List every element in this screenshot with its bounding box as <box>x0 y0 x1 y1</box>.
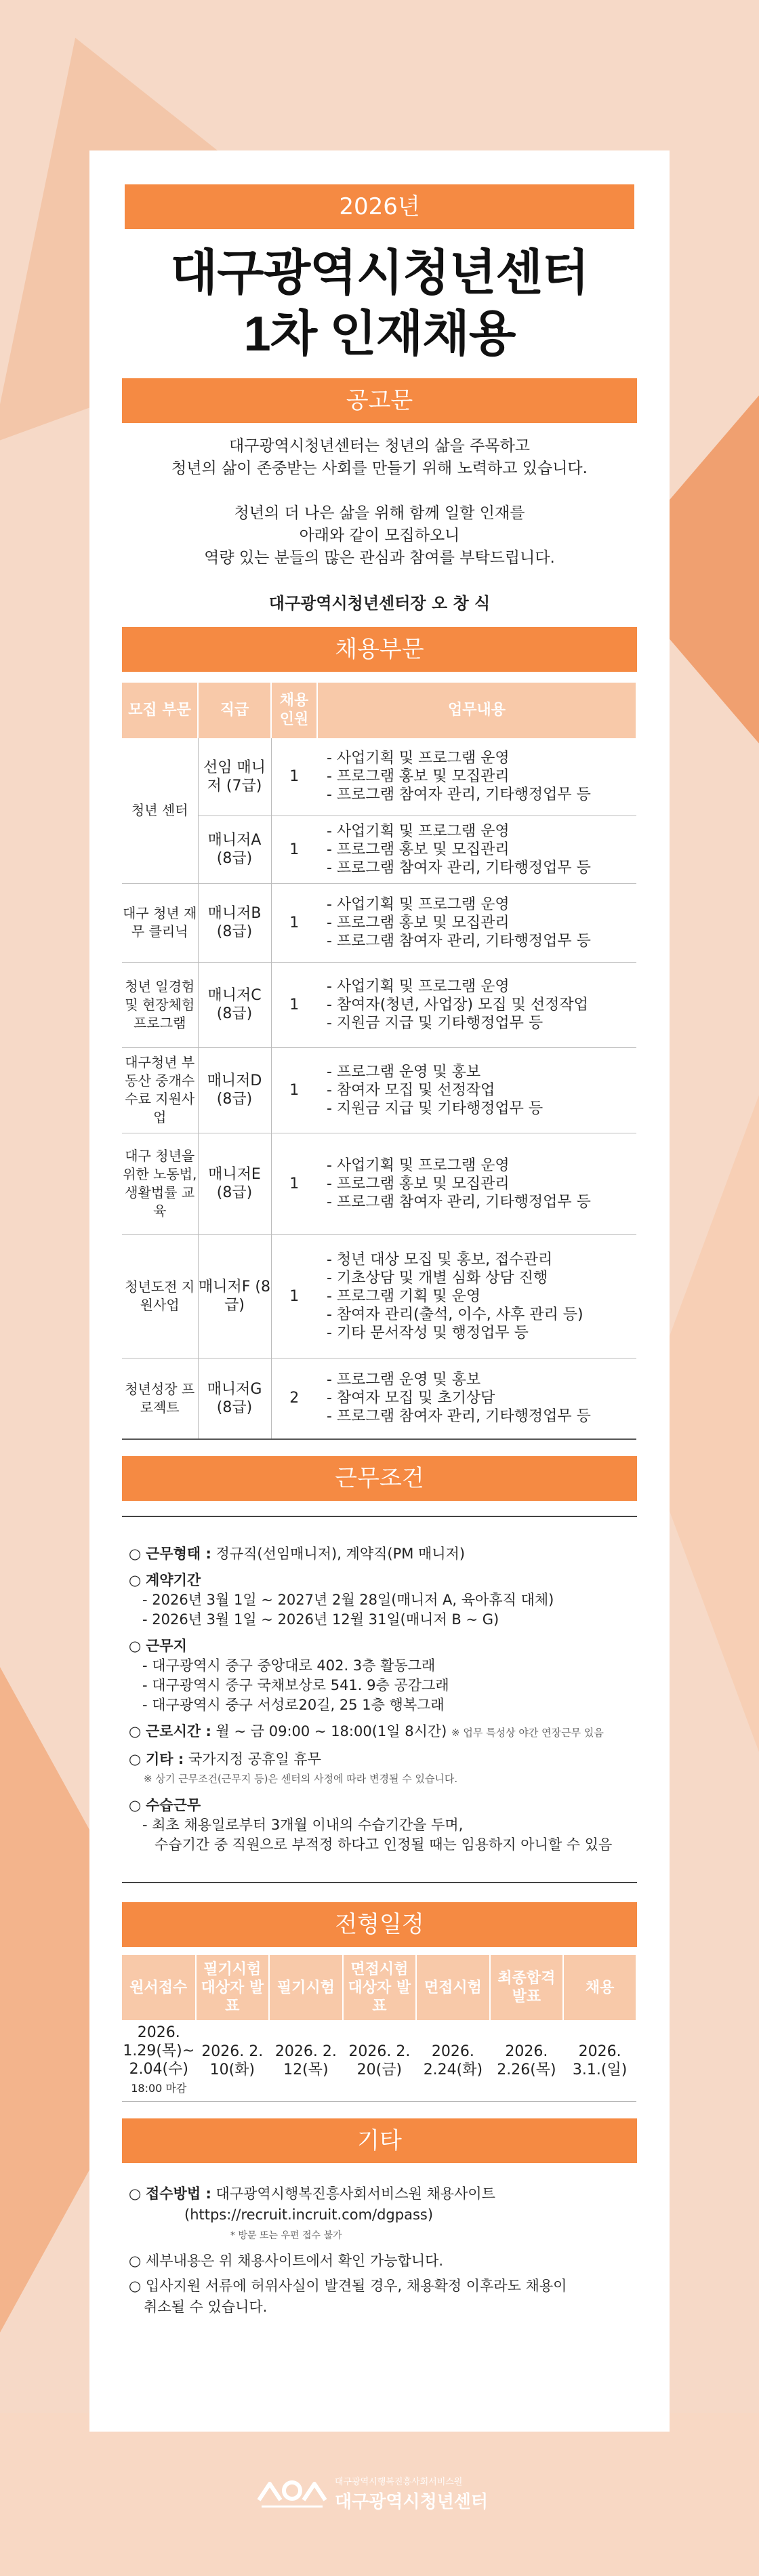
footer-logo <box>255 2470 526 2514</box>
duty-line: - 프로그램 참여자 관리, 기타행정업무 등 <box>327 786 591 804</box>
job-duties <box>317 1358 636 1439</box>
job-duties <box>317 962 636 1047</box>
job-duties <box>317 816 636 883</box>
schedule-table <box>122 1955 637 2102</box>
duty-line: - 프로그램 운영 및 홍보 <box>327 1371 481 1389</box>
year-banner: 2026년 <box>125 184 634 229</box>
etc-apply: ○ 접수방법 : 대구광역시행복진흥사회서비스원 채용사이트 (https://recruit.incruit.com/dgpass) * 방문 또는 우편 접수 불가 <box>129 2183 630 2247</box>
center-logo-icon <box>255 2473 329 2511</box>
footer-org-name: 대구광역시청년센터 <box>335 2492 489 2512</box>
signer: 대구광역시청년센터장 오 창 식 <box>268 594 491 613</box>
duty-line: - 참여자 모집 및 초기상담 <box>327 1390 495 1407</box>
table-header: 채용 <box>563 1955 636 2020</box>
job-count: 1 <box>271 1047 317 1133</box>
table-header: 업무내용 <box>317 683 636 738</box>
job-rank: 매니저D (8급) <box>198 1047 271 1133</box>
duty-line: - 지원금 지급 및 기타행정업무 등 <box>327 1014 543 1032</box>
table-cell: 2026. 2.26(목) <box>490 2020 564 2101</box>
table-header: 면접시험 <box>416 1955 490 2020</box>
duty-line: - 프로그램 홍보 및 모집관리 <box>327 841 510 858</box>
table-row <box>122 1047 636 1133</box>
duty-line: - 프로그램 참여자 관리, 기타행정업무 등 <box>327 1193 591 1211</box>
table-header: 최종합격 발표 <box>490 1955 564 2020</box>
job-duties <box>317 883 636 962</box>
duty-line: - 청년 대상 모집 및 홍보, 접수관리 <box>327 1251 553 1268</box>
job-dept: 대구청년 부동산 중개수수료 지원사업 <box>122 1047 198 1133</box>
table-header: 원서접수 <box>122 1955 196 2020</box>
intro-text: 대구광역시청년센터는 청년의 삶을 주목하고 청년의 삶이 존중받는 사회를 만들기 위해 노력하고 있습니다. 청년의 더 나은 삶을 위해 함께 일할 인재를 아래와 같이 모집하오니 역량 있는 분들의 많은 관심과 참여를 부탁드립니다. <box>171 437 588 567</box>
table-header: 면접시험 대상자 발표 <box>343 1955 417 2020</box>
job-count: 2 <box>271 1358 317 1439</box>
table-row <box>122 1234 636 1358</box>
job-duties <box>317 1047 636 1133</box>
duty-line: - 프로그램 홍보 및 모집관리 <box>327 768 510 786</box>
section-header-schedule: 전형일정 <box>122 1902 637 1947</box>
job-count: 1 <box>271 962 317 1047</box>
section-header-etc: 기타 <box>122 2118 637 2163</box>
table-row <box>122 883 636 962</box>
table-row <box>122 2020 636 2101</box>
duty-line: - 참여자(청년, 사업장) 모집 및 선정작업 <box>327 996 588 1013</box>
condition-location: ○ 근무지 - 대구광역시 중구 중앙대로 402. 3층 활동그래 - 대구광역시 중구 국채보상로 541. 9층 공감그래 - 대구광역시 중구 서성로20길, 25 1층 행복그래 <box>129 1638 449 1713</box>
job-dept: 대구 청년 재무 클리닉 <box>122 883 198 962</box>
duty-line: - 프로그램 참여자 관리, 기타행정업무 등 <box>327 859 591 877</box>
duty-line: - 프로그램 홍보 및 모집관리 <box>327 1175 510 1192</box>
duty-line: - 기타 문서작성 및 행정업무 등 <box>327 1324 529 1342</box>
job-rank: 매니저C (8급) <box>198 962 271 1047</box>
duty-line: - 사업기획 및 프로그램 운영 <box>327 895 510 913</box>
duty-line: - 프로그램 기획 및 운영 <box>327 1287 481 1305</box>
job-rank: 매니저G (8급) <box>198 1358 271 1439</box>
apply-url[interactable]: (https://recruit.incruit.com/dgpass) <box>184 2206 434 2223</box>
footer-org-small: 대구광역시행복진흥사회서비스원 <box>335 2477 463 2487</box>
table-row <box>122 816 636 883</box>
job-dept: 청년 일경험 및 현장체험 프로그램 <box>122 962 198 1047</box>
job-rank: 매니저E (8급) <box>198 1133 271 1234</box>
duty-line: - 프로그램 참여자 관리, 기타행정업무 등 <box>327 1408 591 1426</box>
job-rank: 매니저A (8급) <box>198 816 271 883</box>
section-header-notice: 공고문 <box>122 378 637 423</box>
condition-contract: ○ 계약기간 - 2026년 3월 1일 ~ 2027년 2월 28일(매니저 A, 육아휴직 대체) - 2026년 3월 1일 ~ 2026년 12월 31일(매니저 B ~ G) <box>129 1572 554 1628</box>
job-dept: 청년성장 프로젝트 <box>122 1358 198 1439</box>
job-duties <box>317 1234 636 1358</box>
condition-probation: ○ 수습근무 - 최초 채용일로부터 3개월 이내의 수습기간을 두며, 수습기간 중 직원으로 부적정 하다고 인정될 때는 임용하지 아니할 수 있음 <box>129 1797 613 1853</box>
duty-line: - 지원금 지급 및 기타행정업무 등 <box>327 1100 543 1117</box>
etc-detail: ○ 세부내용은 위 채용사이트에서 확인 가능합니다. <box>129 2252 444 2269</box>
table-cell: 2026. 2. 10(화) <box>196 2020 270 2101</box>
table-row <box>122 1133 636 1234</box>
table-row <box>122 738 636 816</box>
job-rank: 매니저F (8급) <box>198 1234 271 1358</box>
job-count: 1 <box>271 1133 317 1234</box>
table-header: 채용 인원 <box>271 683 317 738</box>
job-table <box>122 683 637 1440</box>
job-dept: 청년도전 지원사업 <box>122 1234 198 1358</box>
section-header-jobs: 채용부문 <box>122 627 637 672</box>
duty-line: - 프로그램 홍보 및 모집관리 <box>327 914 510 931</box>
section-header-conditions: 근무조건 <box>122 1456 637 1501</box>
table-header: 직급 <box>198 683 271 738</box>
notice-paper <box>89 150 670 2432</box>
duty-line: - 프로그램 운영 및 홍보 <box>327 1063 481 1081</box>
table-header: 필기시험 <box>269 1955 343 2020</box>
etc-false-info: ○ 입사지원 서류에 허위사실이 발견될 경우, 채용확정 이후라도 채용이 취소될 수 있습니다. <box>129 2277 567 2315</box>
table-cell: 2026. 1.29(목)~ 2.04(수) 18:00 마감 <box>122 2020 196 2101</box>
duty-line: - 사업기획 및 프로그램 운영 <box>327 1156 510 1174</box>
job-duties <box>317 1133 636 1234</box>
duty-line: - 사업기획 및 프로그램 운영 <box>327 978 510 995</box>
job-rank: 선임 매니저 (7급) <box>198 738 271 816</box>
duty-line: - 사업기획 및 프로그램 운영 <box>327 822 510 840</box>
job-dept: 대구 청년을 위한 노동법, 생활법률 교육 <box>122 1133 198 1234</box>
table-cell: 2026. 2.24(화) <box>416 2020 490 2101</box>
duty-line: - 사업기획 및 프로그램 운영 <box>327 750 510 767</box>
table-cell: 2026. 3.1.(일) <box>563 2020 636 2101</box>
divider <box>122 1882 637 1883</box>
table-row <box>122 1358 636 1439</box>
job-count: 1 <box>271 883 317 962</box>
job-dept: 청년 센터 <box>122 738 198 883</box>
duty-line: - 참여자 관리(출석, 이수, 사후 관리 등) <box>327 1306 583 1323</box>
duty-line: - 기초상담 및 개별 심화 상담 진행 <box>327 1269 548 1287</box>
table-header: 필기시험 대상자 발표 <box>196 1955 270 2020</box>
table-cell: 2026. 2. 20(금) <box>343 2020 417 2101</box>
table-header: 모집 부문 <box>122 683 198 738</box>
condition-employment: ○ 근무형태 : 정규직(선임매니저), 계약직(PM 매니저) <box>129 1546 466 1562</box>
job-count: 1 <box>271 816 317 883</box>
job-count: 1 <box>271 738 317 816</box>
job-count: 1 <box>271 1234 317 1358</box>
table-row <box>122 962 636 1047</box>
condition-etc: ○ 기타 : 국가지정 공휴일 휴무 ※ 상기 근무조건(근무지 등)은 센터의 사정에 따라 변경될 수 있습니다. <box>129 1751 458 1785</box>
table-cell: 2026. 2. 12(목) <box>269 2020 343 2101</box>
job-duties <box>317 738 636 816</box>
job-rank: 매니저B (8급) <box>198 883 271 962</box>
duty-line: - 프로그램 참여자 관리, 기타행정업무 등 <box>327 932 591 950</box>
page-title: 대구광역시청년센터 1차 인재채용 <box>170 246 589 361</box>
conditions-block <box>122 1517 637 1882</box>
duty-line: - 참여자 모집 및 선정작업 <box>327 1081 495 1099</box>
condition-hours: ○ 근로시간 : 월 ~ 금 09:00 ~ 18:00(1일 8시간) ※ 업무 특성상 야간 연장근무 있음 <box>129 1723 604 1739</box>
etc-block <box>122 2163 637 2318</box>
